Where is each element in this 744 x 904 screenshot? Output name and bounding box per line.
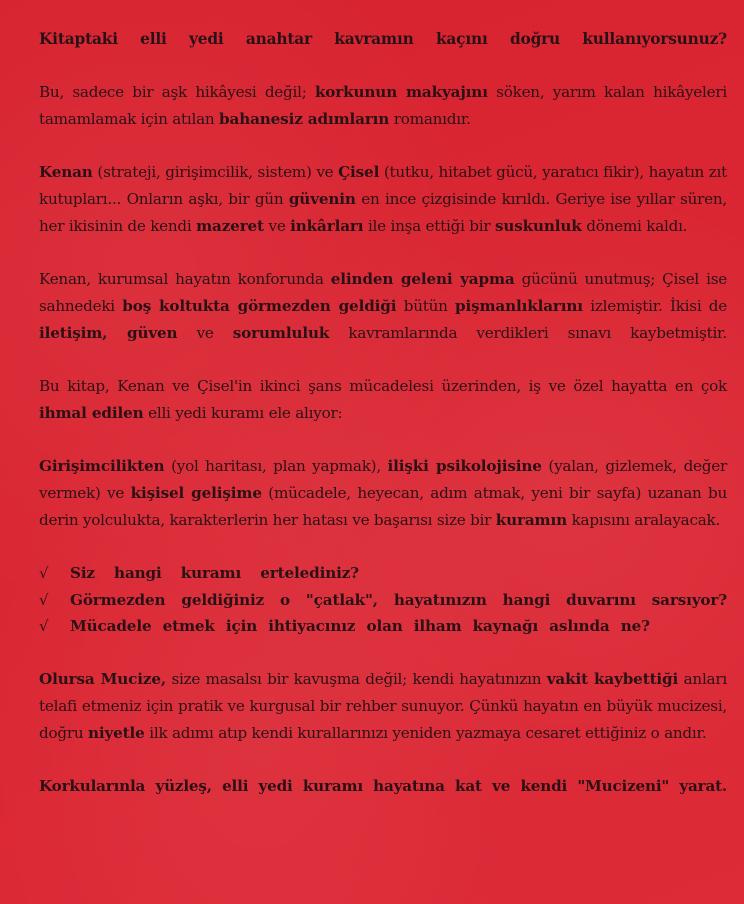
emphasis: bahanesiz adımların	[219, 110, 390, 128]
paragraph-conflict	[39, 266, 727, 347]
emphasis: ilişki psikolojisine	[387, 457, 542, 475]
text-span: gücünü unutmuş; Çisel ise sahnedeki	[39, 270, 727, 315]
text-span: ve	[177, 324, 233, 342]
emphasis: kişisel gelişime	[130, 484, 262, 502]
emphasis: iletişim, güven	[39, 324, 178, 342]
emphasis: kuramın	[495, 511, 567, 529]
checklist-item-text: Siz hangi kuramı ertelediniz?	[70, 564, 359, 582]
text-span: dönemi kaldı.	[581, 217, 688, 235]
question-checklist	[39, 560, 727, 640]
paragraph-intro	[39, 79, 727, 133]
heading-question: Kitaptaki elli yedi anahtar kavramın kaçını doğru kullanıyorsunuz?	[39, 30, 727, 48]
text-span: (strateji, girişimcilik, sistem) ve	[92, 163, 339, 181]
text-span: en ince çizgisinde kırıldı. Geriye ise yıllar süren, her ikisinin de kendi	[39, 190, 727, 235]
text-span: elli yedi kuramı ele alıyor:	[143, 404, 343, 422]
text-span: (yol haritası, plan yapmak),	[164, 457, 388, 475]
emphasis: korkunun makyajını	[314, 83, 488, 101]
emphasis: boş koltukta görmezden geldiği	[122, 297, 397, 315]
text-span: (mücadele, heyecan, adım atmak, yeni bir sayfa) uzanan bu derin yolculukta, karakterlerin her hatası ve başarısı size bir	[39, 484, 727, 529]
emphasis: sorumluluk	[232, 324, 330, 342]
paragraph-conclusion	[39, 666, 727, 747]
text-span: Kenan, kurumsal hayatın konforunda	[39, 270, 331, 288]
checklist-item	[39, 587, 727, 614]
emphasis: suskunluk	[494, 217, 582, 235]
text-span: ile inşa ettiği bir	[363, 217, 495, 235]
emphasis: Çisel	[338, 163, 380, 181]
paragraph-characters	[39, 159, 727, 240]
emphasis: ihmal edilen	[39, 404, 144, 422]
emphasis: niyetle	[87, 723, 145, 742]
text-span: size masalsı bir kavuşma değil; kendi hayatınızın	[165, 669, 547, 688]
checkmark-icon: √	[39, 564, 49, 582]
checklist-item	[39, 560, 727, 587]
closing-tagline: Korkularınla yüzleş, elli yedi kuramı hayatına kat ve kendi "Mucizeni" yarat.	[39, 776, 727, 795]
emphasis: inkârları	[290, 217, 364, 235]
emphasis: pişmanlıklarını	[455, 297, 583, 315]
checklist-item	[39, 613, 727, 640]
paragraph-book-scope	[39, 373, 727, 427]
emphasis: vakit kaybettiği	[546, 669, 679, 688]
text-span: ve	[263, 217, 291, 235]
text-span: kavramlarında verdikleri sınavı kaybetmiştir.	[329, 324, 727, 342]
text-span: ilk adımı atıp kendi kurallarınızı yeniden yazmaya cesaret ettiğiniz o andır.	[144, 723, 707, 742]
checkmark-icon: √	[39, 617, 49, 635]
text-span: izlemiştir. İkisi de	[582, 297, 728, 315]
emphasis: Girişimcilikten	[39, 457, 165, 475]
text-span: kapısını aralayacak.	[567, 511, 721, 529]
checklist-item-text: Mücadele etmek için ihtiyacınız olan ilham kaynağı aslında ne?	[70, 617, 650, 635]
checkmark-icon: √	[39, 590, 49, 609]
text-span: (tutku, hitabet gücü, yaratıcı fikir), hayatın zıt kutupları... Onların aşkı, bir gün	[39, 163, 727, 208]
emphasis: Kenan	[39, 163, 93, 181]
text-span: anları telafi etmeniz için pratik ve kurgusal bir rehber sunuyor. Çünkü hayatın en büyük mucizesi, doğru	[39, 669, 727, 742]
emphasis: elinden geleni yapma	[330, 270, 515, 288]
text-span: söken, yarım kalan hikâyeleri tamamlamak için atılan	[39, 83, 727, 128]
emphasis: mazeret	[196, 217, 264, 235]
paragraph-themes	[39, 453, 727, 534]
text-span: Bu, sadece bir aşk hikâyesi değil;	[39, 83, 315, 101]
text-span: Bu kitap, Kenan ve Çisel'in ikinci şans mücadelesi üzerinden, iş ve özel hayatta en çok	[39, 377, 727, 395]
text-span: romanıdır.	[389, 110, 471, 128]
text-span: (yalan, gizlemek, değer vermek) ve	[39, 457, 728, 502]
emphasis: güvenin	[288, 190, 356, 208]
checklist-item-text: Görmezden geldiğiniz o "çatlak", hayatınızın hangi duvarını sarsıyor?	[70, 590, 727, 609]
text-span: bütün	[396, 297, 455, 315]
emphasis: Olursa Mucize,	[39, 669, 166, 688]
